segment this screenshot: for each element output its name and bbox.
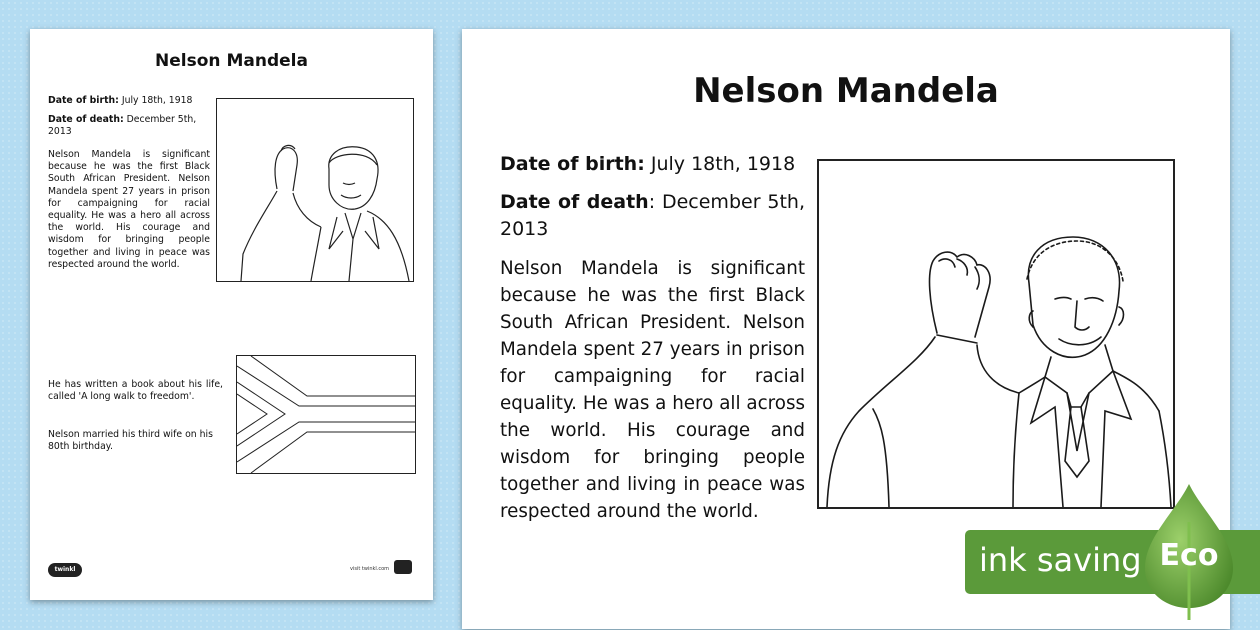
preview-birth-label: Date of birth: bbox=[48, 95, 119, 106]
preview-birth-value: July 18th, 1918 bbox=[121, 95, 193, 106]
preview-birth-line bbox=[48, 95, 218, 107]
eco-leaf-badge bbox=[1143, 482, 1235, 622]
south-africa-flag-outline bbox=[237, 356, 415, 473]
page-title: Nelson Mandela bbox=[693, 71, 999, 111]
mandela-portrait-illustration bbox=[819, 161, 1173, 507]
worksheet-preview-page bbox=[30, 29, 433, 600]
preview-death-label: Date of death: bbox=[48, 114, 124, 125]
preview-portrait-frame bbox=[216, 98, 414, 282]
death-label: Date of death bbox=[500, 191, 649, 213]
ink-saving-text: ink saving bbox=[979, 541, 1142, 579]
portrait-frame bbox=[817, 159, 1175, 509]
eco-word: Eco bbox=[1159, 538, 1219, 573]
birth-label: Date of birth: bbox=[500, 153, 645, 175]
death-value: : December 5th, 2013 bbox=[500, 191, 805, 240]
preview-book-text: He has written a book about his life, called 'A long walk to freedom'. bbox=[48, 379, 223, 403]
birth-value: July 18th, 1918 bbox=[650, 153, 796, 175]
preview-marriage-text: Nelson married his third wife on his 80th birthday. bbox=[48, 429, 213, 453]
preview-paragraph: Nelson Mandela is significant because he was the first Black South African President. Nelson Mandela spent 27 years in prison for campaigning for racial equality. He was a hero all across the world. His courage and wisdom for bringing people together and living in peace was respected around the world. bbox=[48, 149, 210, 270]
death-line bbox=[500, 189, 805, 243]
footer-url: visit twinkl.com bbox=[350, 566, 390, 572]
footer-badge-icon bbox=[394, 560, 412, 574]
preview-portrait-illustration bbox=[217, 99, 413, 281]
preview-death-value: December 5th, 2013 bbox=[48, 114, 197, 138]
preview-page-title: Nelson Mandela bbox=[155, 51, 308, 71]
twinkl-logo: twinkl bbox=[48, 563, 82, 577]
biography-paragraph: Nelson Mandela is significant because he was the first Black South African President. Nelson Mandela spent 27 years in prison for campaigning for racial equality. He was a hero all across the world. His courage and wisdom for bringing people together and living in peace was respected around the world. bbox=[500, 258, 805, 522]
preview-flag-frame bbox=[236, 355, 416, 474]
preview-death-line bbox=[48, 114, 213, 138]
birth-line bbox=[500, 151, 810, 178]
